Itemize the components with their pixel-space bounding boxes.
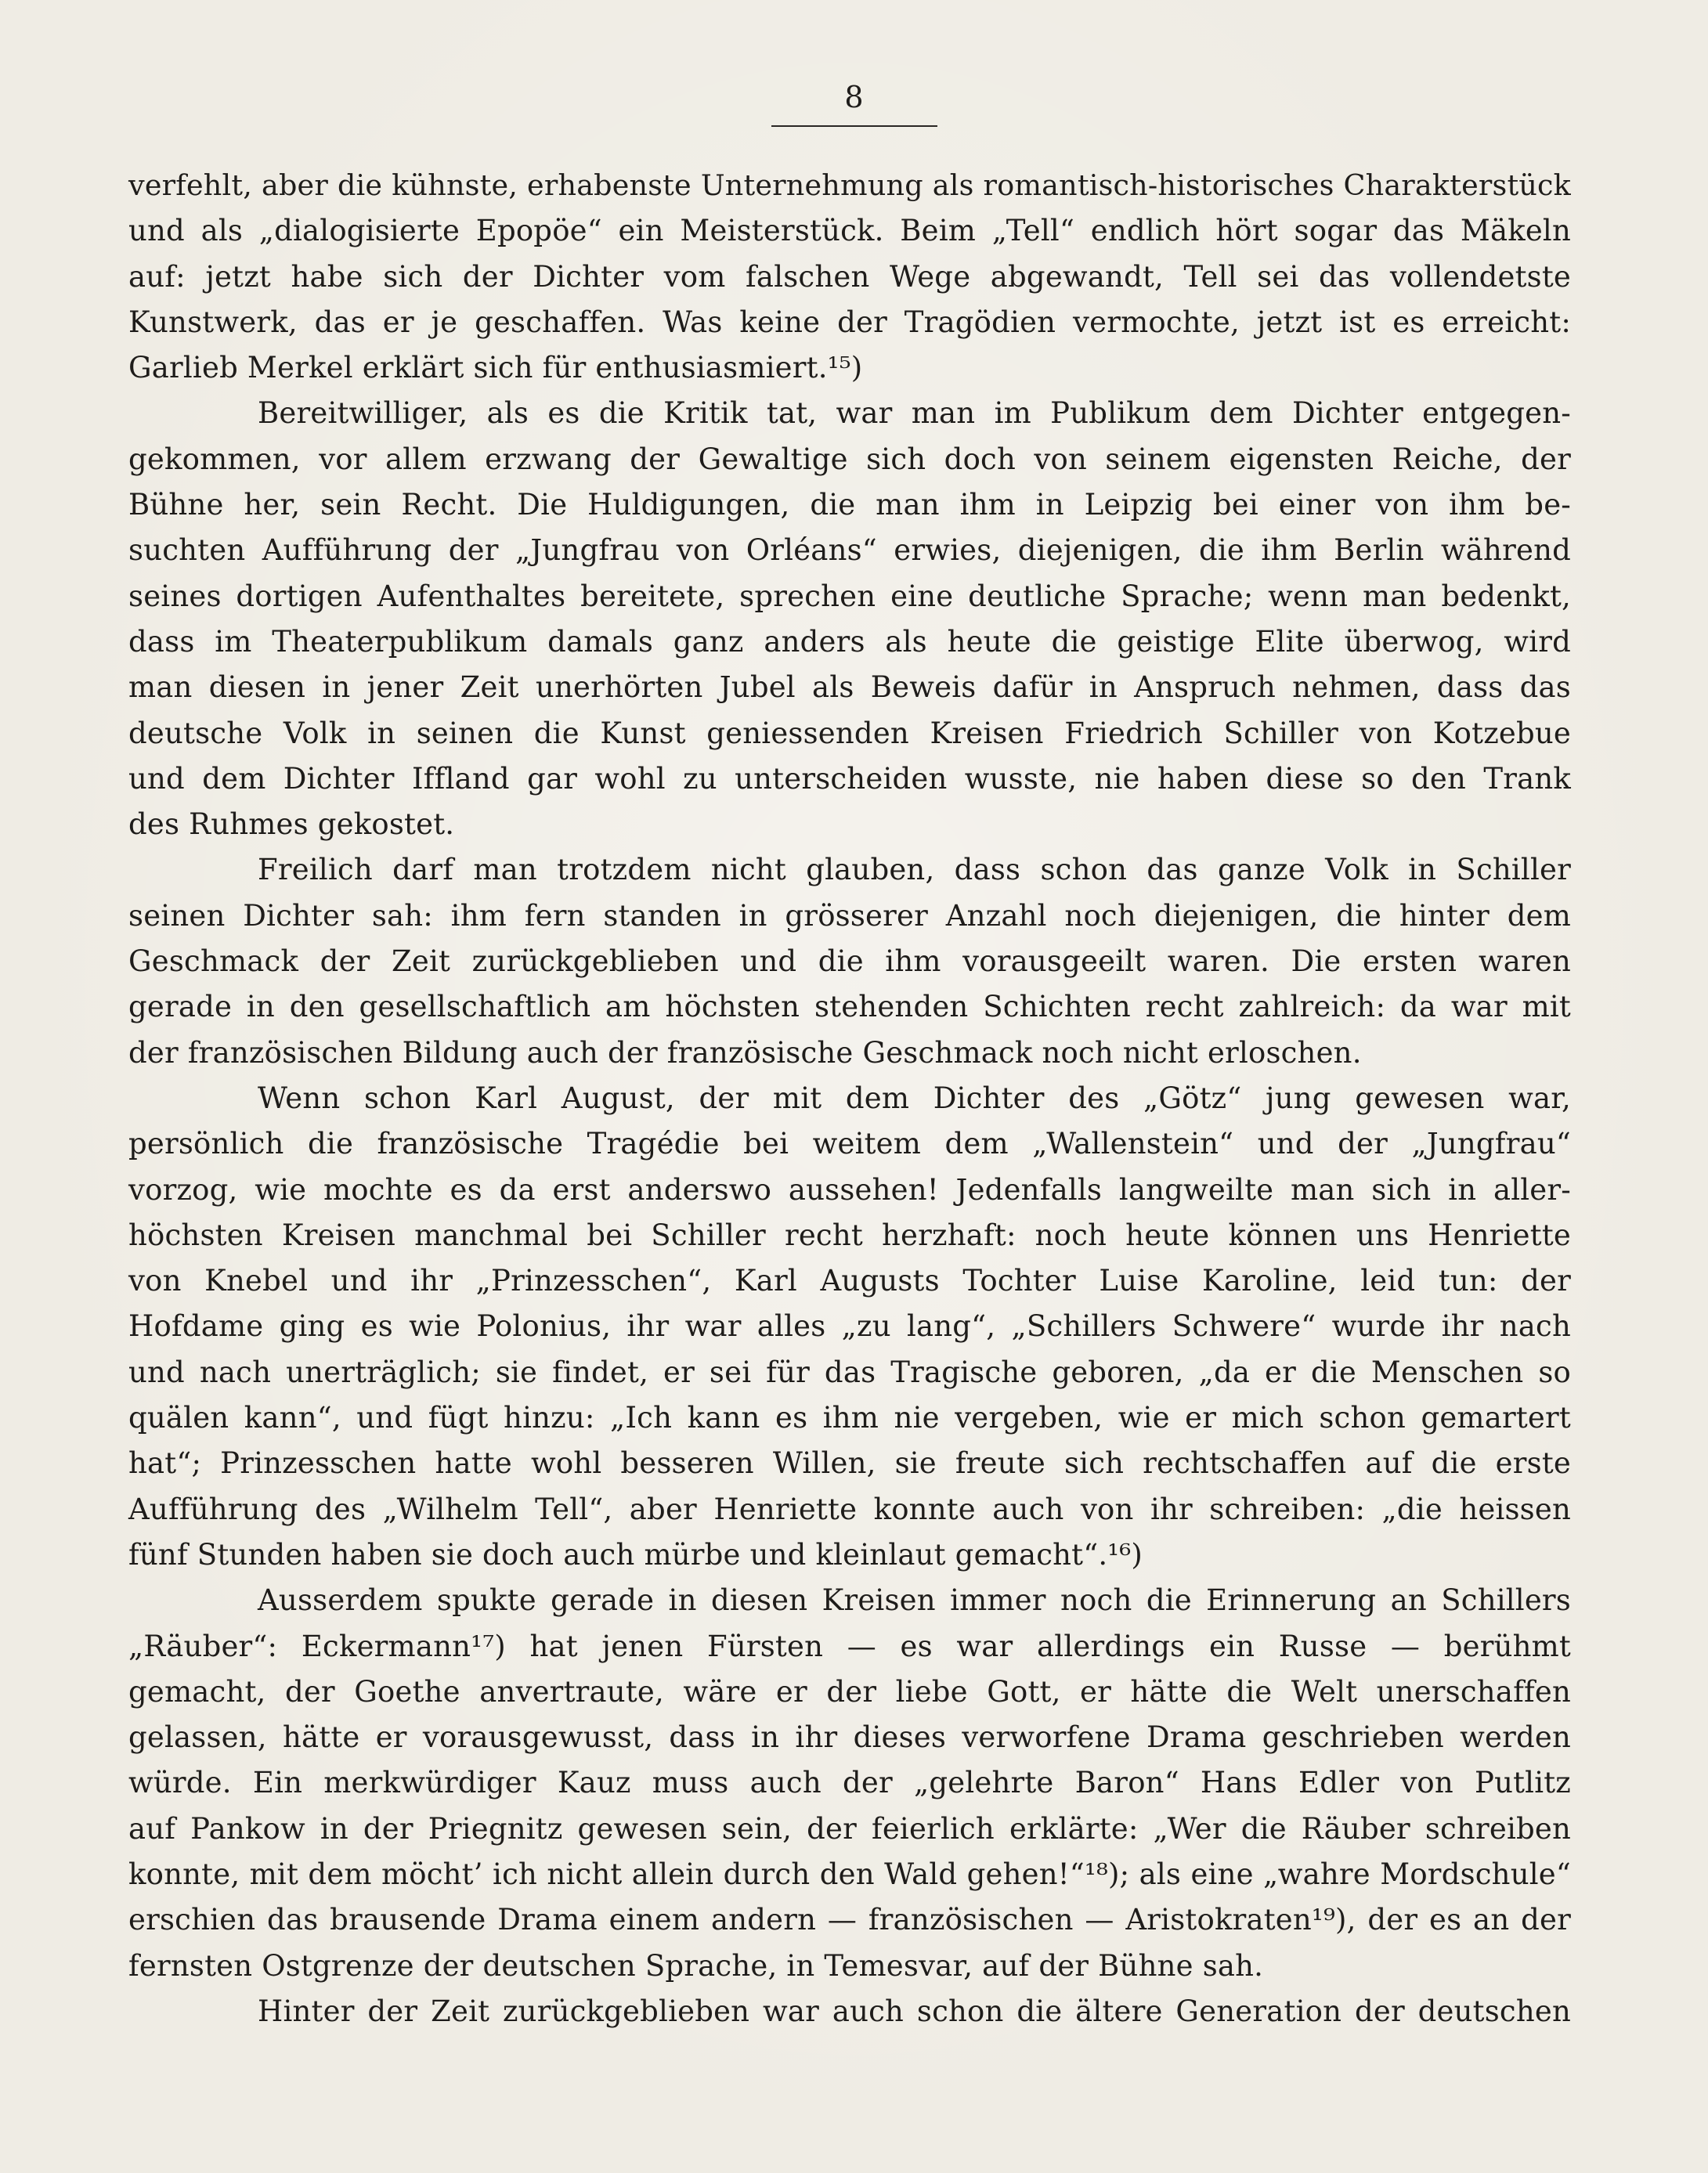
header-rule xyxy=(771,125,937,127)
text-line: des Ruhmes gekostet. xyxy=(128,807,455,842)
text-line: fernsten Ostgrenze der deutschen Sprache, in Temesvar, auf der Bühne sah. xyxy=(128,1948,1264,1983)
text-line: Geschmack der Zeit zurückgeblieben und die ihm vorausgeeilt waren. Die ersten waren xyxy=(128,944,1571,979)
text-line: auf: jetzt habe sich der Dichter vom falschen Wege abgewandt, Tell sei das vollendetste xyxy=(128,259,1571,294)
text-line: erschien das brausende Drama einem andern — französischen — Aristokraten¹⁹), der es an der xyxy=(128,1903,1571,1937)
text-line: Wenn schon Karl August, der mit dem Dichter des „Götz“ jung gewesen war, xyxy=(258,1081,1571,1115)
text-line: gekommen, vor allem erzwang der Gewaltige sich doch von seinem eigensten Reiche, der xyxy=(128,442,1571,476)
text-line: seinen Dichter sah: ihm fern standen in grösserer Anzahl noch diejenigen, die hinter dem xyxy=(128,898,1571,933)
text-line: Hofdame ging es wie Polonius, ihr war alles „zu lang“, „Schillers Schwere“ wurde ihr nach xyxy=(128,1309,1571,1344)
text-line: gerade in den gesellschaftlich am höchsten stehenden Schichten recht zahlreich: da war mit xyxy=(128,990,1571,1024)
text-line: verfehlt, aber die kühnste, erhabenste Unternehmung als romantisch-historisches Charakterstück xyxy=(128,168,1571,202)
text-line: Bühne her, sein Recht. Die Huldigungen, die man ihm in Leipzig bei einer von ihm be- xyxy=(128,488,1571,522)
text-line: der französischen Bildung auch der französische Geschmack noch nicht erloschen. xyxy=(128,1035,1362,1070)
text-line: auf Pankow in der Priegnitz gewesen sein, der feierlich erklärte: „Wer die Räuber schreiben xyxy=(128,1811,1571,1846)
text-line: würde. Ein merkwürdiger Kauz muss auch der „gelehrte Baron“ Hans Edler von Putlitz xyxy=(128,1766,1571,1800)
text-line: dass im Theaterpublikum damals ganz anders als heute die geistige Elite überwog, wird xyxy=(128,624,1571,659)
text-line: gemacht, der Goethe anvertraute, wäre er der liebe Gott, er hätte die Welt unerschaffen xyxy=(128,1674,1571,1709)
text-line: gelassen, hätte er vorausgewusst, dass in ihr dieses verworfene Drama geschrieben werden xyxy=(128,1720,1571,1755)
text-line: Kunstwerk, das er je geschaffen. Was keine der Tragödien vermochte, jetzt ist es erreicht: xyxy=(128,305,1571,339)
text-line: von Knebel und ihr „Prinzesschen“, Karl Augusts Tochter Luise Karoline, leid tun: der xyxy=(128,1264,1571,1298)
text-line: Aufführung des „Wilhelm Tell“, aber Henriette konnte auch von ihr schreiben: „die heissen xyxy=(128,1492,1571,1526)
text-line: seines dortigen Aufenthaltes bereitete, sprechen eine deutliche Sprache; wenn man bedenkt, xyxy=(128,579,1571,613)
text-line: Hinter der Zeit zurückgeblieben war auch schon die ältere Generation der deutschen xyxy=(258,1994,1571,2028)
text-line: quälen kann“, und fügt hinzu: „Ich kann es ihm nie vergeben, wie er mich schon gemartert xyxy=(128,1401,1571,1435)
text-line: und dem Dichter Iffland gar wohl zu unterscheiden wusste, nie haben diese so den Trank xyxy=(128,761,1571,796)
text-line: deutsche Volk in seinen die Kunst geniessenden Kreisen Friedrich Schiller von Kotzebue xyxy=(128,716,1571,750)
text-line: Ausserdem spukte gerade in diesen Kreisen immer noch die Erinnerung an Schillers xyxy=(258,1583,1571,1618)
text-line: und nach unerträglich; sie findet, er sei für das Tragische geboren, „da er die Menschen so xyxy=(128,1355,1571,1389)
body-text xyxy=(128,163,1571,2034)
text-line: hat“; Prinzesschen hatte wohl besseren Willen, sie freute sich rechtschaffen auf die erste xyxy=(128,1446,1571,1481)
text-line: suchten Aufführung der „Jungfrau von Orléans“ erwies, diejenigen, die ihm Berlin während xyxy=(128,533,1571,568)
text-line: Garlieb Merkel erklärt sich für enthusiasmiert.¹⁵) xyxy=(128,351,863,385)
text-line: Bereitwilliger, als es die Kritik tat, war man im Publikum dem Dichter entgegen- xyxy=(258,396,1571,431)
text-line: konnte, mit dem möcht’ ich nicht allein durch den Wald gehen!“¹⁸); als eine „wahre Mordschule“ xyxy=(128,1857,1571,1891)
text-line: man diesen in jener Zeit unerhörten Jubel als Beweis dafür in Anspruch nehmen, dass das xyxy=(128,670,1571,705)
text-line: „Räuber“: Eckermann¹⁷) hat jenen Fürsten — es war allerdings ein Russe — berühmt xyxy=(128,1629,1571,1663)
text-line: und als „dialogisierte Epopöe“ ein Meisterstück. Beim „Tell“ endlich hört sogar das Mäkeln xyxy=(128,214,1571,248)
text-line: Freilich darf man trotzdem nicht glauben, dass schon das ganze Volk in Schiller xyxy=(258,853,1571,887)
text-line: vorzog, wie mochte es da erst anderswo aussehen! Jedenfalls langweilte man sich in aller- xyxy=(128,1172,1571,1207)
text-line: fünf Stunden haben sie doch auch mürbe und kleinlaut gemacht“.¹⁶) xyxy=(128,1537,1143,1572)
text-line: höchsten Kreisen manchmal bei Schiller recht herzhaft: noch heute können uns Henriette xyxy=(128,1218,1571,1252)
page-number: 8 xyxy=(844,80,864,114)
text-line: persönlich die französische Tragédie bei weitem dem „Wallenstein“ und der „Jungfrau“ xyxy=(128,1127,1571,1161)
